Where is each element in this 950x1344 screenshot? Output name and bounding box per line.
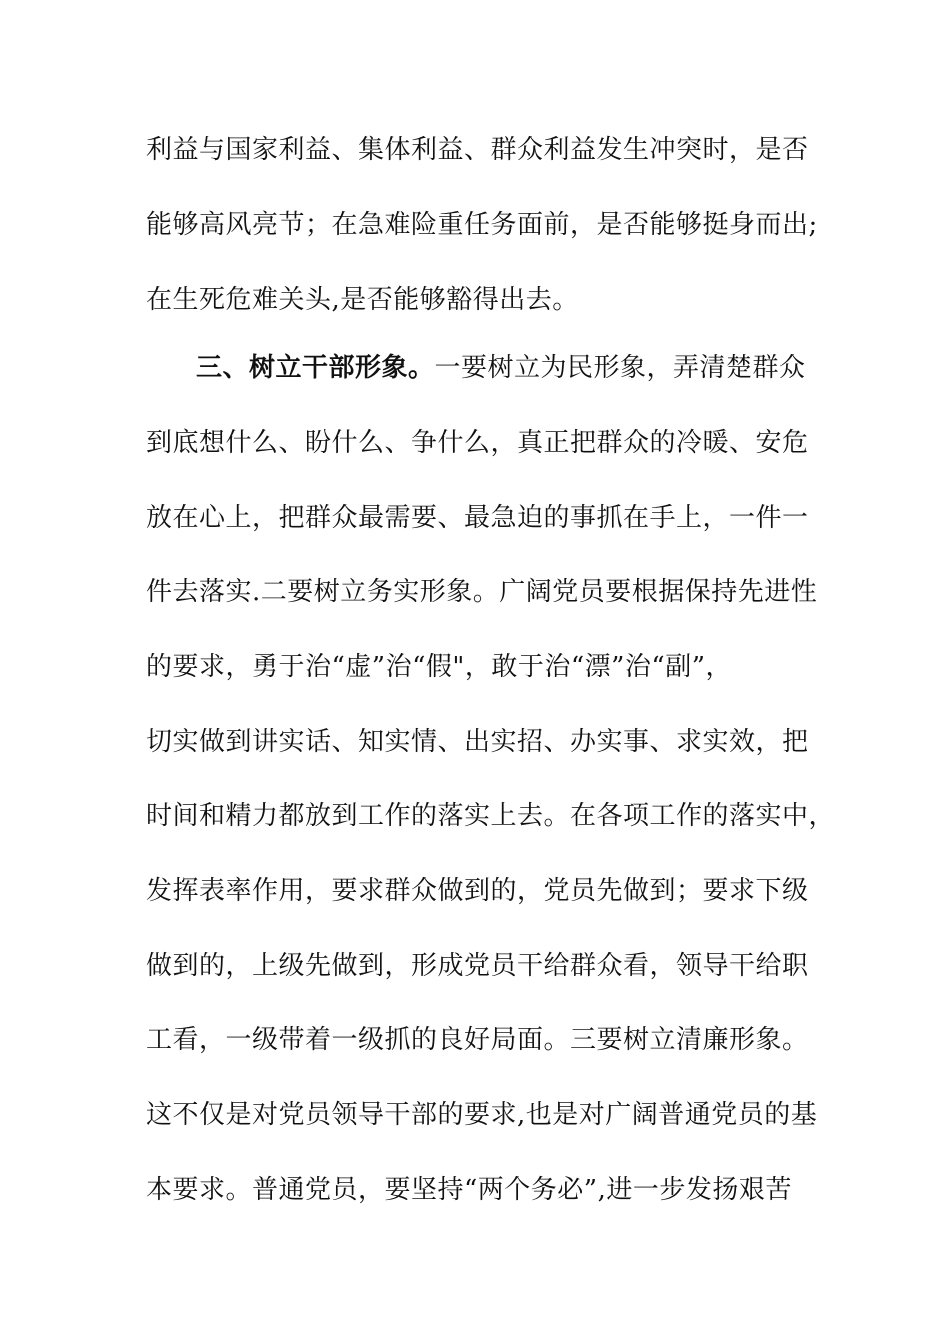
text-line-9: 切实做到讲实话、知实情、出实招、办实事、求实效，把 bbox=[146, 727, 809, 757]
text-line-15: 本要求。普通党员，要坚持“两个务必”,进一步发扬艰苦 bbox=[146, 1175, 792, 1205]
section-paragraph-start bbox=[196, 350, 856, 386]
text-line-14: 这不仅是对党员领导干部的要求,也是对广阔普通党员的基 bbox=[146, 1100, 818, 1130]
text-line-8: 的要求，勇于治“虚”治“假"，敢于治“漂”治“副”， bbox=[146, 652, 733, 682]
text-line-7: 件去落实.二要树立务实形象。广阔党员要根据保持先进性 bbox=[146, 577, 818, 607]
text-line-12: 做到的，上级先做到，形成党员干给群众看，领导干给职 bbox=[146, 951, 809, 981]
text-line-2: 能够高风亮节；在急难险重任务面前，是否能够挺身而出; bbox=[146, 210, 818, 240]
text-line-13: 工看，一级带着一级抓的良好局面。三要树立清廉形象。 bbox=[146, 1025, 809, 1055]
text-line-10: 时间和精力都放到工作的落实上去。在各项工作的落实中， bbox=[146, 801, 836, 831]
text-line-3: 在生死危难关头,是否能够豁得出去。 bbox=[146, 285, 579, 315]
text-line-5: 到底想什么、盼什么、争什么，真正把群众的冷暖、安危 bbox=[146, 428, 809, 458]
text-line-1: 利益与国家利益、集体利益、群众利益发生冲突时，是否 bbox=[146, 135, 809, 165]
text-line-6: 放在心上，把群众最需要、最急迫的事抓在手上，一件一 bbox=[146, 503, 809, 533]
section-heading: 三、树立干部形象。 bbox=[196, 353, 435, 383]
text-line-11: 发挥表率作用，要求群众做到的，党员先做到；要求下级 bbox=[146, 876, 809, 906]
text-line-4: 一要树立为民形象，弄清楚群众 bbox=[434, 353, 806, 383]
